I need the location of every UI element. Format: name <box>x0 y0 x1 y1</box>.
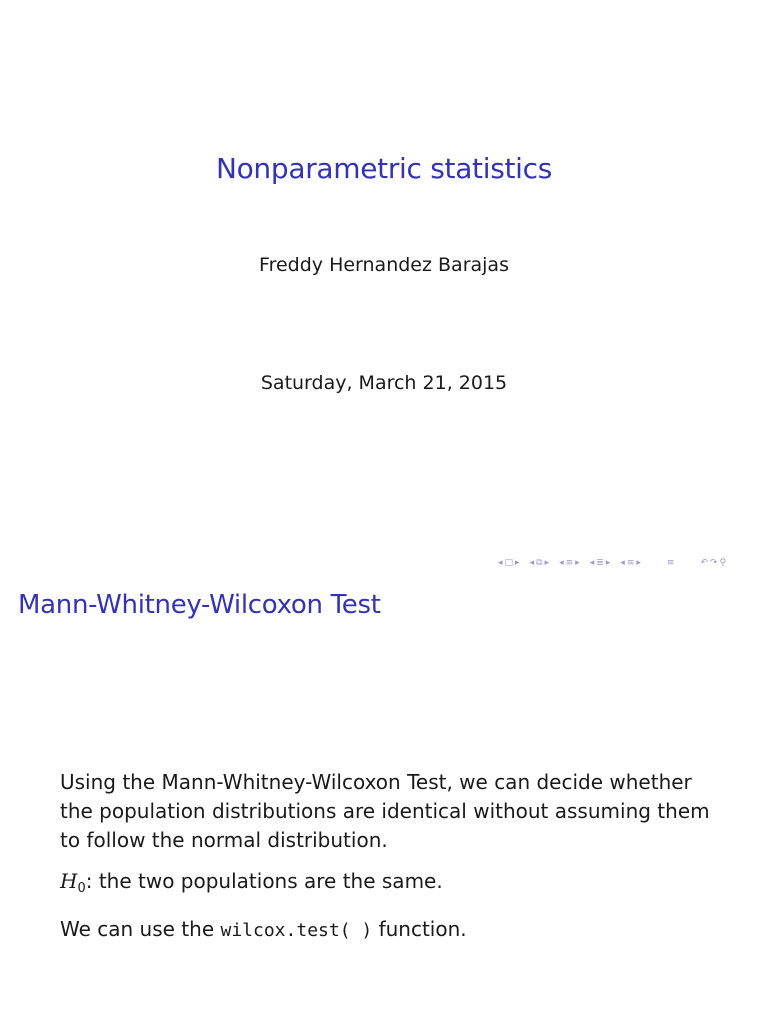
nav-prev-document-icon[interactable]: ◂ <box>589 558 595 568</box>
nav-prev-subsection-icon[interactable]: ◂ <box>529 558 535 568</box>
nav-part-icon[interactable]: ≡ <box>626 558 635 568</box>
nav-search-icon[interactable]: ⚲ <box>719 558 727 568</box>
frame-title: Mann-Whitney-Wilcoxon Test <box>18 590 381 620</box>
slide-body <box>60 768 720 957</box>
hypothesis-text: : the two populations are the same. <box>85 869 443 893</box>
presentation-title: Nonparametric statistics <box>215 152 553 185</box>
function-suffix: function. <box>372 917 467 941</box>
content-slide <box>0 576 768 1024</box>
nav-appendix-icon[interactable]: ≡ <box>666 558 675 568</box>
author-name: Freddy Hernandez Barajas <box>259 254 509 276</box>
function-code: wilcox.test( ) <box>220 920 373 941</box>
hypothesis-subscript: 0 <box>77 881 86 896</box>
nav-section-icon[interactable]: ≡ <box>565 558 574 568</box>
nav-subsection-icon[interactable]: ⧉ <box>536 558 543 568</box>
nav-forward-icon[interactable]: ↷ <box>710 558 718 568</box>
beamer-navigation-bar <box>497 556 727 570</box>
nav-next-frame-icon[interactable]: ▸ <box>515 558 520 568</box>
presentation-date: Saturday, March 21, 2015 <box>260 372 508 394</box>
nav-prev-section-icon[interactable]: ◂ <box>559 558 564 568</box>
function-note <box>60 915 720 945</box>
intro-paragraph: Using the Mann-Whitney-Wilcoxon Test, we can decide whether the population distributions are identical without assuming them to follow the normal distribution. <box>60 770 710 852</box>
nav-prev-part-icon[interactable]: ◂ <box>620 558 625 568</box>
nav-prev-frame-icon[interactable]: ◂ <box>498 558 503 568</box>
null-hypothesis <box>60 867 720 903</box>
nav-frame-icon[interactable]: □ <box>504 558 514 568</box>
nav-next-part-icon[interactable]: ▸ <box>636 558 641 568</box>
nav-next-document-icon[interactable]: ▸ <box>605 558 611 568</box>
nav-back-icon[interactable]: ↶ <box>700 558 708 568</box>
hypothesis-symbol: H <box>60 869 78 893</box>
function-prefix: We can use the <box>60 917 221 941</box>
nav-document-icon[interactable]: ≣ <box>596 558 604 568</box>
nav-next-section-icon[interactable]: ▸ <box>575 558 580 568</box>
nav-next-subsection-icon[interactable]: ▸ <box>544 558 550 568</box>
